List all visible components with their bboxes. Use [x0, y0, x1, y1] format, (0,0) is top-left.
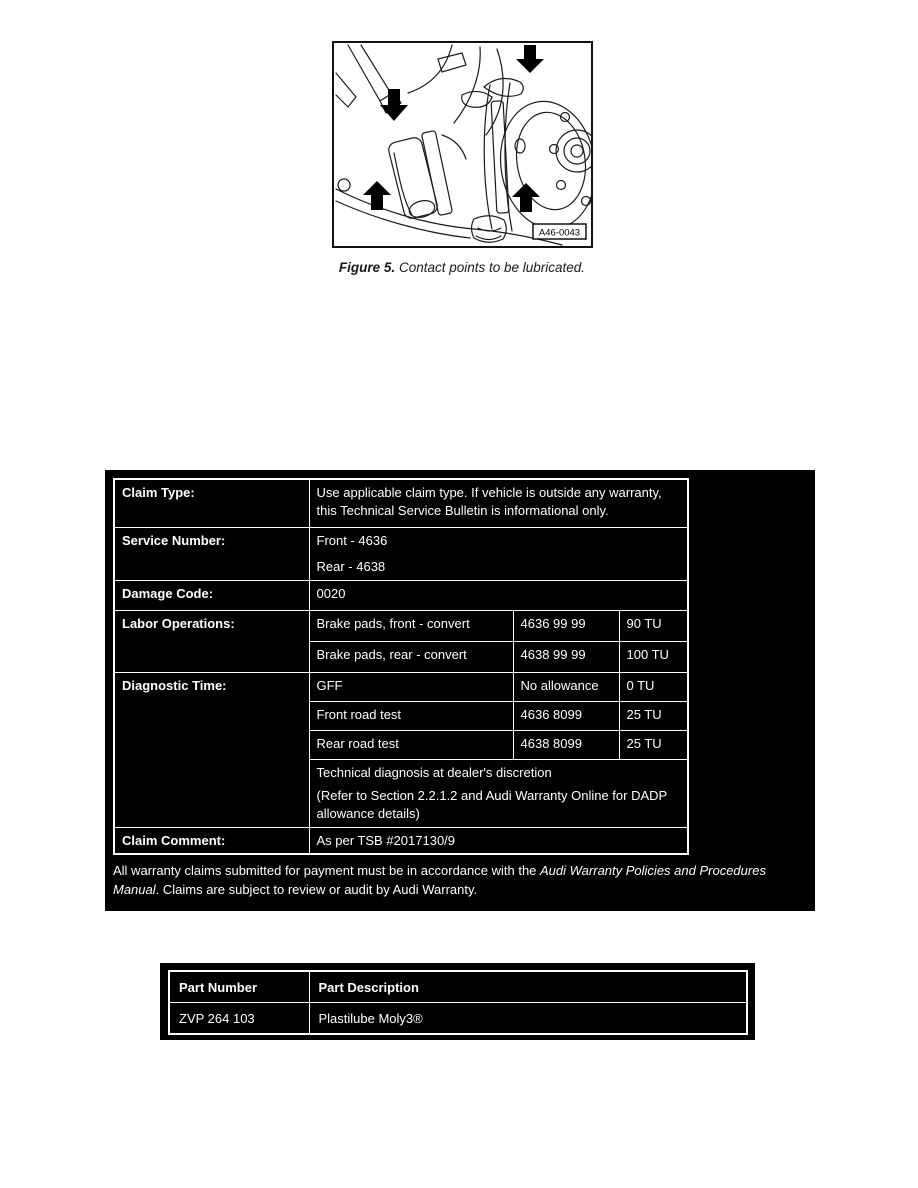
brake-assembly-figure — [332, 41, 593, 248]
warranty-claim-section — [105, 470, 815, 911]
claim-type-row — [114, 479, 688, 527]
warranty-footer-note — [113, 862, 807, 900]
diagnostic-time-label: Diagnostic Time: — [114, 672, 309, 827]
service-number-rear: Rear - 4638 — [316, 559, 386, 575]
figure-code-label: A46-0043 — [538, 227, 581, 239]
diagnostic-description: Rear road test — [309, 730, 513, 759]
labor-op-code: 4636 99 99 — [513, 610, 619, 641]
brake-assembly-drawing — [334, 43, 591, 246]
diagnostic-description: Front road test — [309, 701, 513, 730]
parts-table — [168, 970, 748, 1035]
claim-type-value: Use applicable claim type. If vehicle is outside any warranty, this Technical Service Bulletin is informational only. — [309, 479, 688, 527]
part-number-value: ZVP 264 103 — [169, 1003, 309, 1035]
arrow-caliper-bottom — [363, 181, 391, 210]
service-number-row — [114, 527, 688, 580]
part-number-header: Part Number — [169, 971, 309, 1003]
arrow-knuckle-top — [516, 45, 544, 73]
diagnostic-code: 4636 8099 — [513, 701, 619, 730]
diagnostic-note-line2: (Refer to Section 2.2.1.2 and Audi Warranty Online for DADP allowance details) — [316, 788, 667, 821]
labor-op-code: 4638 99 99 — [513, 641, 619, 672]
footer-text-before: All warranty claims submitted for payment must be in accordance with the — [113, 863, 541, 879]
labor-op-description: Brake pads, front - convert — [309, 610, 513, 641]
diagnostic-code: 4638 8099 — [513, 730, 619, 759]
labor-operations-label: Labor Operations: — [114, 610, 309, 672]
damage-code-value: 0020 — [309, 580, 688, 610]
diagnostic-time: 25 TU — [619, 701, 688, 730]
diagnostic-note-line1: Technical diagnosis at dealer's discretion — [316, 764, 552, 780]
parts-data-row — [169, 1003, 747, 1035]
service-number-value — [309, 527, 688, 580]
claim-comment-value: As per TSB #2017130/9 — [309, 827, 688, 854]
damage-code-label: Damage Code: — [114, 580, 309, 610]
warranty-claim-table — [113, 478, 689, 855]
labor-op-description: Brake pads, rear - convert — [309, 641, 513, 672]
claim-comment-label: Claim Comment: — [114, 827, 309, 854]
service-number-label: Service Number: — [114, 527, 309, 580]
diagnostic-time: 25 TU — [619, 730, 688, 759]
figure-caption — [302, 260, 622, 275]
service-number-front: Front - 4636 — [316, 532, 388, 548]
diagnostic-description: GFF — [309, 672, 513, 701]
diagnostic-time: 0 TU — [619, 672, 688, 701]
arrow-caliper-top — [380, 89, 408, 121]
footer-manual-title: Audi Warranty Policies and Procedures Manual — [113, 863, 766, 897]
diagnostic-note-cell — [309, 759, 688, 827]
figure-code-box — [533, 224, 586, 239]
diagnostic-time-row-1 — [114, 672, 688, 701]
damage-code-row — [114, 580, 688, 610]
parts-header-row — [169, 971, 747, 1003]
figure-caption-text: Contact points to be lubricated. — [395, 260, 586, 275]
footer-text-after: . Claims are subject to review or audit by Audi Warranty. — [155, 881, 478, 897]
labor-operations-row-1 — [114, 610, 688, 641]
part-description-value: Plastilube Moly3® — [309, 1003, 747, 1035]
labor-op-time: 100 TU — [619, 641, 688, 672]
part-description-header: Part Description — [309, 971, 747, 1003]
parts-section — [160, 963, 755, 1040]
labor-op-time: 90 TU — [619, 610, 688, 641]
diagnostic-code: No allowance — [513, 672, 619, 701]
claim-type-label: Claim Type: — [114, 479, 309, 527]
claim-comment-row — [114, 827, 688, 854]
figure-caption-number: Figure 5. — [338, 260, 396, 275]
